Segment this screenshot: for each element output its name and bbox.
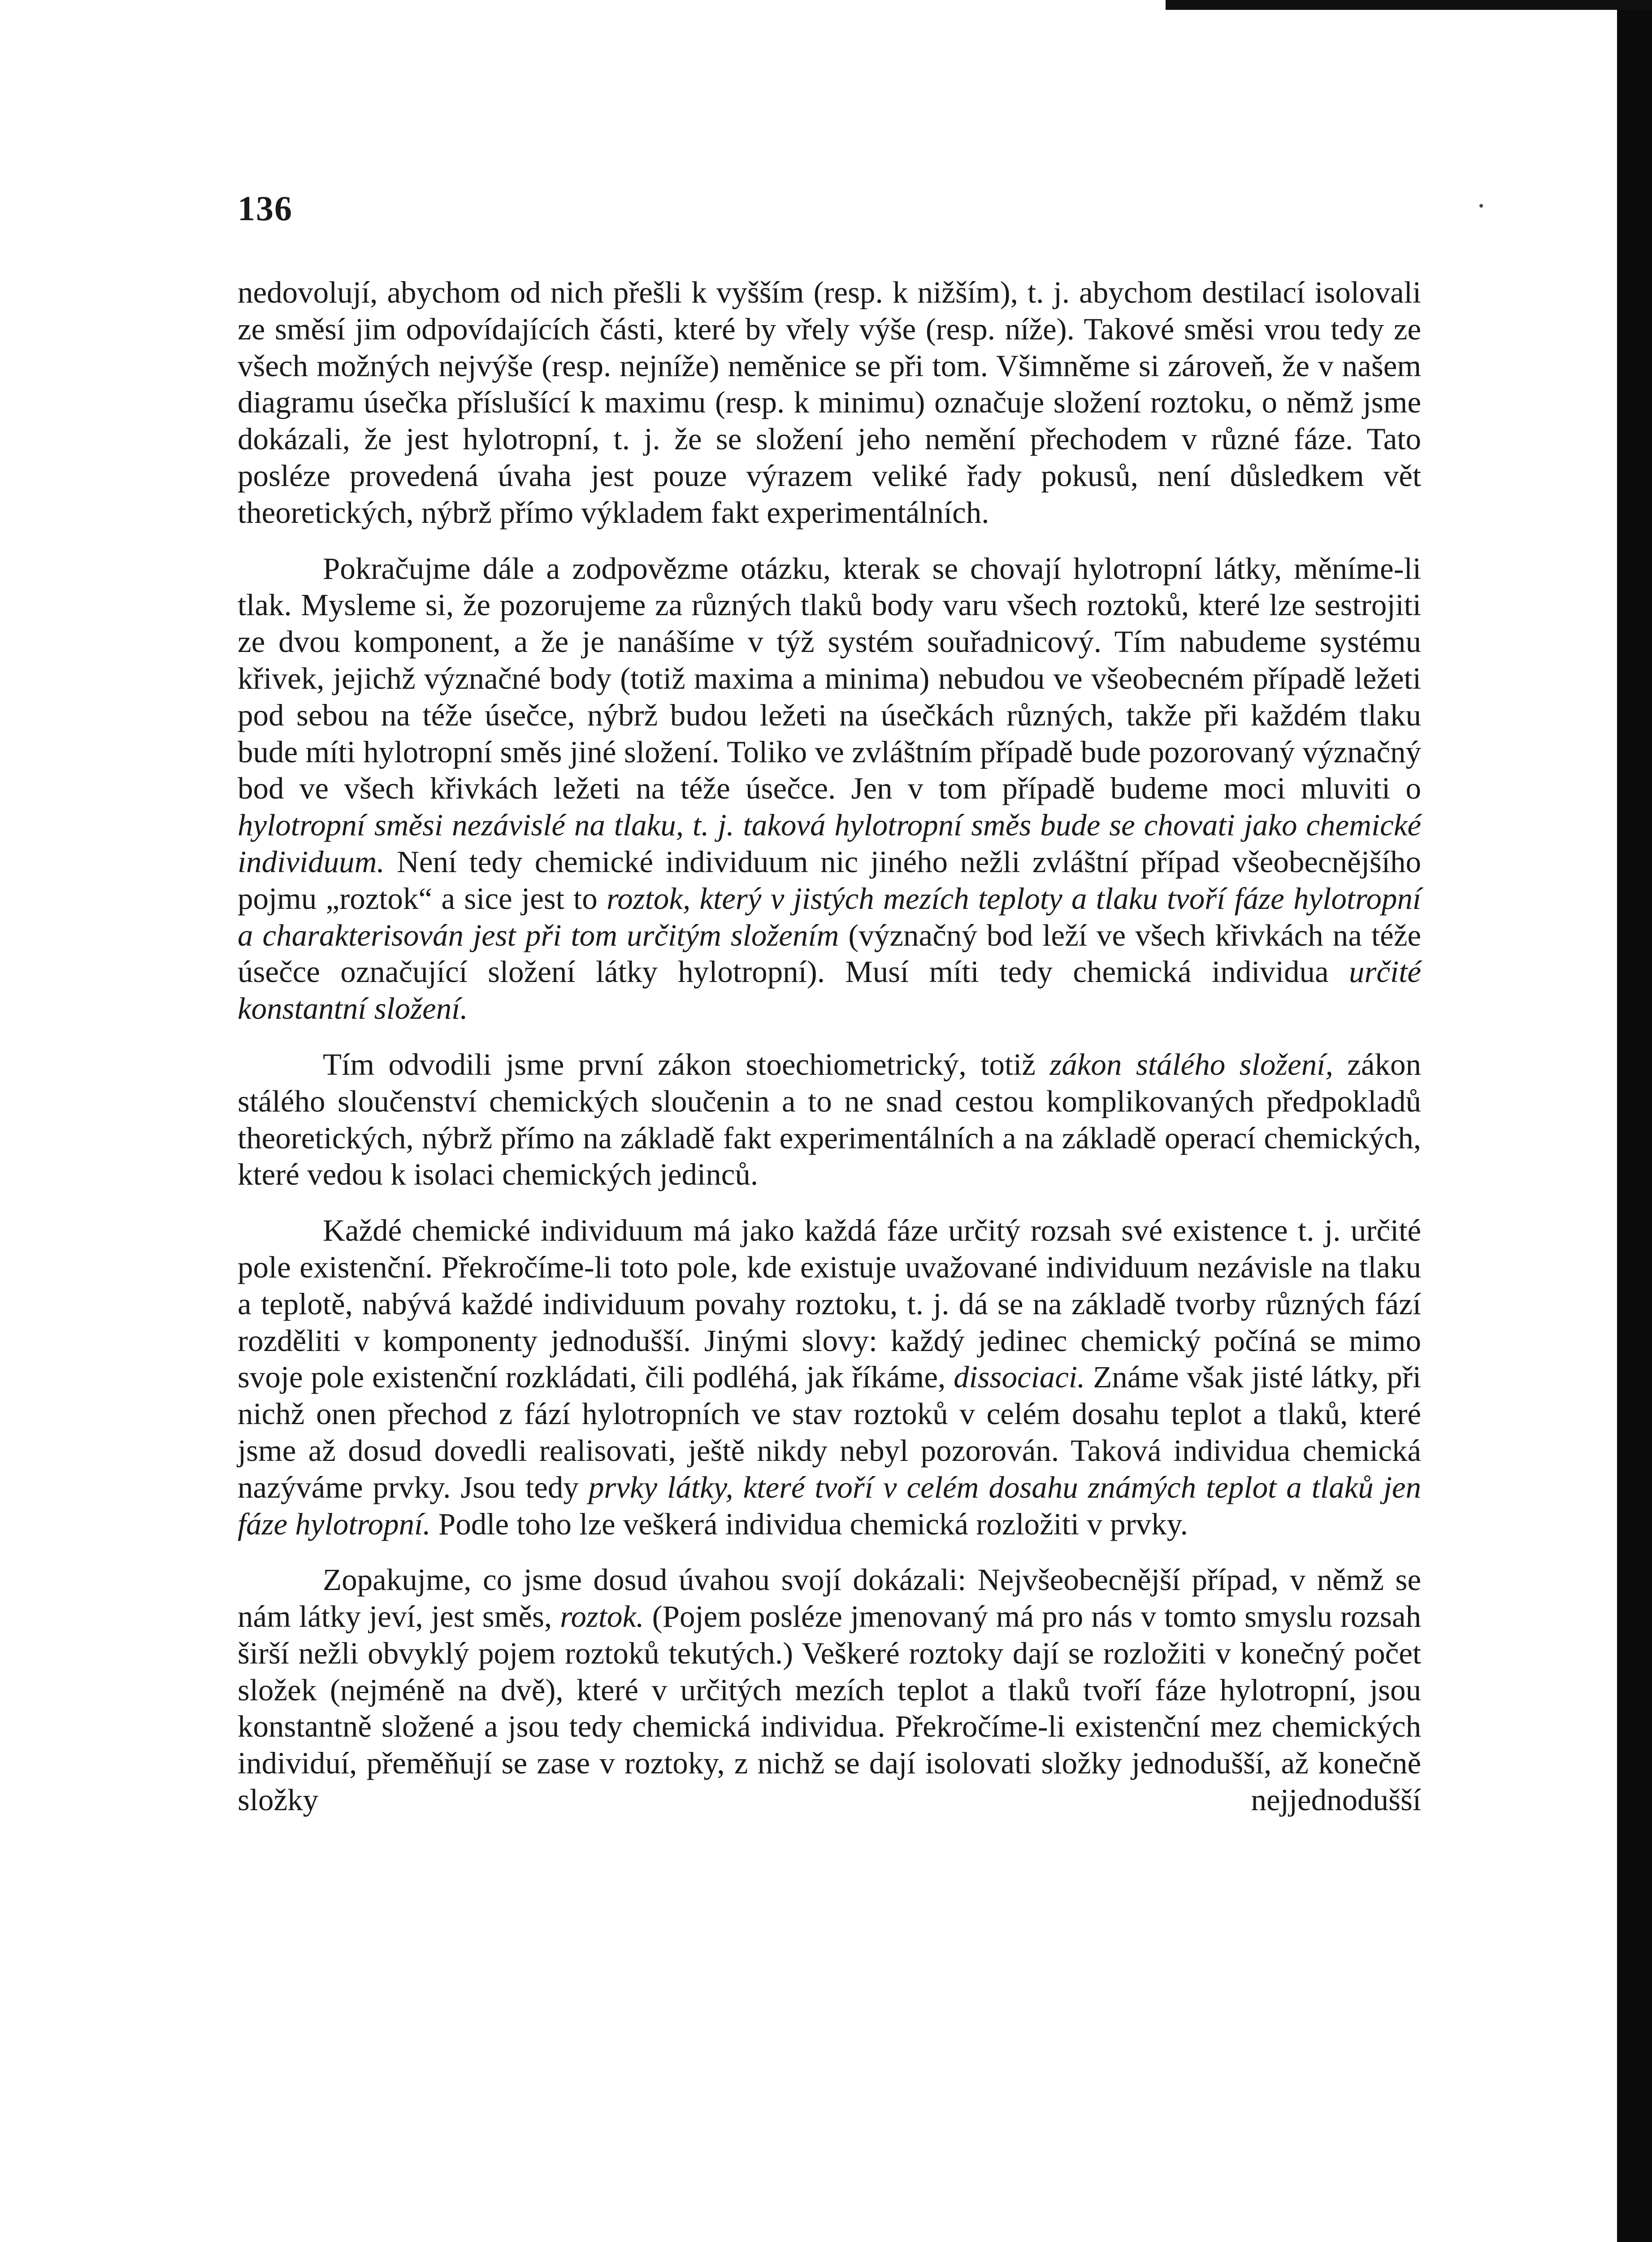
text-segment: (Pojem posléze jmenovaný má pro nás v tomto smyslu rozsah širší nežli obvyklý pojem roztoků tekutých.) Veškeré roztoky dají se rozložiti v konečný počet složek (nejméně na dvě), které v určitých mezích teplot a tlaků tvoří fáze hylotropní, jsou konstantně složené a jsou tedy chemická individua. Překročíme-li existenční mez chemických individuí, přeměňují se zase v roztoky, z nichž se dají isolovati složky jednodušší, až konečně složky nejjednodušší	[238, 1599, 1421, 1817]
italic-segment: hylotropní směsi nezávislé na tlaku, t. j. taková hylotropní směs bude se chovati jako chemické individuum.	[238, 808, 1421, 879]
page-number: 136	[238, 189, 293, 228]
text-segment: nedovolují, abychom od nich přešli k vyšším (resp. k nižším), t. j. abychom destilací isolovali ze směsí jim odpovídajících části, které by vřely výše (resp. níže). Takové směsi vrou tedy ze všech možných nejvýše (resp. nejníže) neměnice se při tom. Všimněme si zároveň, že v našem diagramu úsečka příslušící k maximu (resp. k minimu) označuje složení roztoku, o němž jsme dokázali, že jest hylotropní, t. j. že se složení jeho nemění přechodem v různé fáze. Tato posléze provedená úvaha jest pouze výrazem veliké řady pokusů, není důsledkem vět theoretických, nýbrž přímo výkladem fakt experimentálních.	[238, 275, 1421, 530]
italic-segment: roztok.	[560, 1599, 644, 1634]
italic-segment: zákon stálého složení,	[1049, 1047, 1333, 1082]
paragraph-3	[238, 1047, 1421, 1193]
paragraph-5	[238, 1562, 1421, 1819]
scan-border-right	[1617, 0, 1652, 2242]
text-segment: Pokračujme dále a zodpovězme otázku, kterak se chovají hylotropní látky, měníme-li tlak. Mysleme si, že pozorujeme za různých tlaků body varu všech roztoků, které lze sestrojiti ze dvou komponent, a že je nanášíme v týž systém souřadnicový. Tím nabudeme systému křivek, jejichž význačné body (totiž maxima a minima) nebudou ve všeobecném případě ležeti pod sebou na téže úsečce, nýbrž budou ležeti na úsečkách různých, takže při každém tlaku bude míti hylotropní směs jiné složení. Toliko ve zvláštním případě bude pozorovaný význačný bod ve všech křivkách ležeti na téže úsečce. Jen v tom případě budeme moci mluviti o	[238, 551, 1421, 806]
text-segment: Zopakujme, co jsme dosud úvahou svojí dokázali: Nejvšeobecnější případ, v němž se nám látky jeví, jest směs,	[238, 1563, 1421, 1634]
text-segment: Každé chemické individuum má jako každá fáze určitý rozsah své existence t. j. určité pole existenční. Překročíme-li toto pole, kde existuje uvažované individuum nezávisle na tlaku a teplotě, nabývá každé individuum povahy roztoku, t. j. dá se na základě tvorby různých fází rozděliti v komponenty jednodušší. Jinými slovy: každý jedinec chemický počíná se mimo svoje pole existenční rozkládati, čili podléhá, jak říkáme,	[238, 1213, 1421, 1395]
italic-segment: určité konstantní složení.	[238, 955, 1421, 1026]
italic-segment: dissociaci.	[954, 1360, 1085, 1395]
paragraph-1	[238, 274, 1421, 531]
text-segment: Není tedy chemické individuum nic jiného nežli zvláštní případ všeobecnějšího pojmu „roztok“ a sice jest to	[238, 844, 1421, 916]
text-segment: Tím odvodili jsme první zákon stoechiometrický, totiž	[323, 1047, 1050, 1082]
text-segment: Podle toho lze veškerá individua chemická rozložiti v prvky.	[430, 1507, 1188, 1541]
body-text	[238, 274, 1421, 1819]
text-segment: Známe však jisté látky, při nichž onen přechod z fází hylotropních ve stav roztoků v celém dosahu teplot a tlaků, které jsme až dosud dovedli realisovati, ještě nikdy nebyl pozorován. Taková individua chemická nazýváme prvky. Jsou tedy	[238, 1360, 1421, 1504]
scan-border-top	[1166, 0, 1652, 10]
italic-segment: prvky látky, které tvoří v celém dosahu známých teplot a tlaků jen fáze hylotropní.	[238, 1470, 1422, 1541]
italic-segment: roztok, který v jistých mezích teploty a tlaku tvoří fáze hylotropní a charakterisován jest při tom určitým složením	[238, 881, 1421, 952]
scan-speck	[1479, 204, 1483, 208]
paragraph-4	[238, 1212, 1421, 1542]
text-segment: zákon stálého sloučenství chemických sloučenin a to ne snad cestou komplikovaných předpokladů theoretických, nýbrž přímo na základě fakt experimentálních a na základě operací chemických, které vedou k isolaci chemických jedinců.	[238, 1047, 1421, 1192]
text-segment: (význačný bod leží ve všech křivkách na téže úsečce označující složení látky hylotropní). Musí míti tedy chemická individua	[238, 918, 1421, 989]
paragraph-2	[238, 551, 1421, 1027]
